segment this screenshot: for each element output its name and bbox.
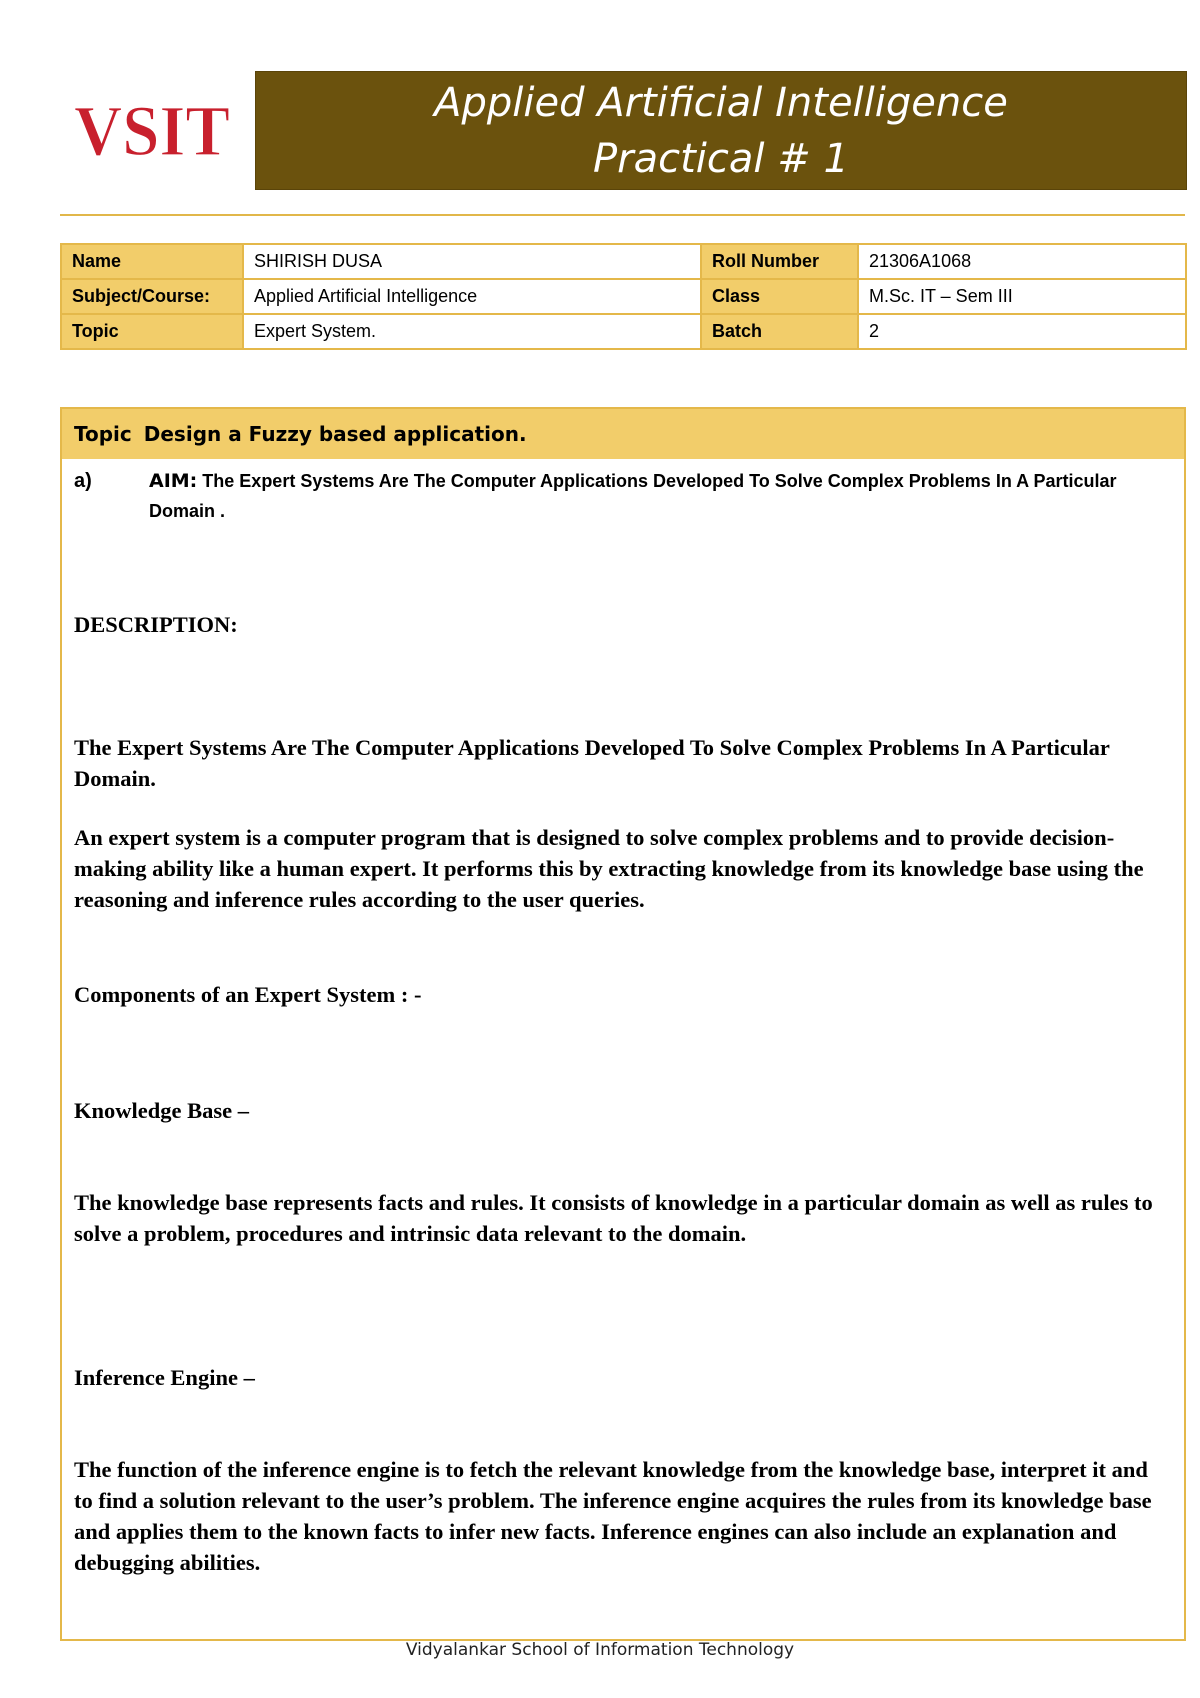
table-row [61,244,1186,279]
description-paragraph-1: The Expert Systems Are The Computer Applications Developed To Solve Complex Problems In A Particular Domain. [74,735,1110,791]
description-heading: DESCRIPTION: [74,612,238,637]
vsit-logo-text: VSIT [74,95,230,165]
class-value: M.Sc. IT – Sem III [858,279,1186,314]
topic-header [62,409,1184,459]
topic-label: Topic [61,314,243,349]
knowledge-base-heading: Knowledge Base – [74,1098,250,1123]
inference-engine-heading: Inference Engine – [74,1365,255,1390]
footer-institution: Vidyalankar School of Information Technology [405,1640,795,1660]
inference-engine-text: The function of the inference engine is to fetch the relevant knowledge from the knowledge base, interpret it and to find a solution relevant to the user’s problem. The inference engine acquires the rules from its knowledge base and applies them to the known facts to infer new facts. Inference engines can also include an explanation and debugging abilities. [74,1457,1152,1575]
subject-label: Subject/Course: [61,279,243,314]
table-row [61,279,1186,314]
header-divider [60,214,1185,216]
practical-content-box [60,407,1186,1641]
aim-label: AIM: [149,470,198,492]
roll-number-label: Roll Number [701,244,858,279]
subject-value: Applied Artificial Intelligence [243,279,701,314]
course-title: Applied Artificial Intelligence [434,79,1008,126]
batch-label: Batch [701,314,858,349]
aim-marker: a) [74,470,92,492]
topic-header-label: Topic [74,422,132,446]
aim-text: The Expert Systems Are The Computer Applications Developed To Solve Complex Problems In A Particular Domain . [149,471,1117,521]
table-row [61,314,1186,349]
aim-body [149,466,1164,526]
roll-number-value: 21306A1068 [858,244,1186,279]
components-heading: Components of an Expert System : - [74,982,422,1007]
name-label: Name [61,244,243,279]
name-value: SHIRISH DUSA [243,244,701,279]
student-info-table [60,243,1187,350]
vsit-logo [72,95,232,165]
topic-value: Expert System. [243,314,701,349]
batch-value: 2 [858,314,1186,349]
topic-header-title: Design a Fuzzy based application. [143,422,527,446]
title-banner [255,71,1187,190]
knowledge-base-text: The knowledge base represents facts and rules. It consists of knowledge in a particular domain as well as rules to solve a problem, procedures and intrinsic data relevant to the domain. [74,1190,1153,1246]
description-paragraph-2: An expert system is a computer program that is designed to solve complex problems and to provide decision-making ability like a human expert. It performs this by extracting knowledge from its knowledge base using the reasoning and inference rules according to the user queries. [74,825,1144,912]
class-label: Class [701,279,858,314]
practical-number: Practical # 1 [593,135,849,182]
aim-section [74,466,1164,526]
